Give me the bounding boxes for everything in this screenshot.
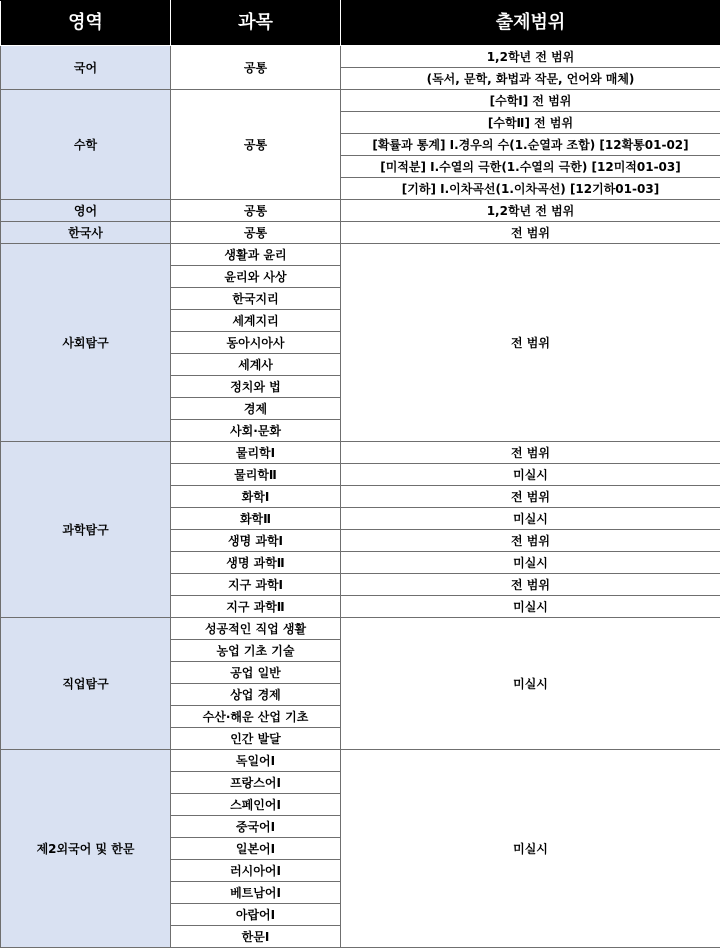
subject-cell: 성공적인 직업 생활 xyxy=(171,618,341,640)
scope-cell: 미실시 xyxy=(341,508,720,530)
subject-cell: 공통 xyxy=(171,90,341,200)
subject-cell: 화학Ⅱ xyxy=(171,508,341,530)
scope-cell: 미실시 xyxy=(341,596,720,618)
subject-cell: 생명 과학Ⅱ xyxy=(171,552,341,574)
subject-cell: 러시아어Ⅰ xyxy=(171,860,341,882)
subject-cell: 인간 발달 xyxy=(171,728,341,750)
subject-cell: 수산·해운 산업 기초 xyxy=(171,706,341,728)
area-cell: 한국사 xyxy=(1,222,171,244)
subject-cell: 물리학Ⅰ xyxy=(171,442,341,464)
subject-cell: 물리학Ⅱ xyxy=(171,464,341,486)
scope-cell: [수학Ⅱ] 전 범위 xyxy=(341,112,720,134)
subject-cell: 생활과 윤리 xyxy=(171,244,341,266)
header-area: 영역 xyxy=(1,1,171,46)
subject-cell: 한국지리 xyxy=(171,288,341,310)
header-scope: 출제범위 xyxy=(341,1,720,46)
scope-cell: 1,2학년 전 범위 xyxy=(341,46,720,68)
subject-cell: 농업 기초 기술 xyxy=(171,640,341,662)
subject-cell: 세계지리 xyxy=(171,310,341,332)
scope-cell: 전 범위 xyxy=(341,244,720,442)
scope-cell: [수학Ⅰ] 전 범위 xyxy=(341,90,720,112)
subject-cell: 동아시아사 xyxy=(171,332,341,354)
subject-cell: 한문Ⅰ xyxy=(171,926,341,948)
table-row xyxy=(1,750,720,772)
area-cell: 제2외국어 및 한문 xyxy=(1,750,171,948)
subject-cell: 공통 xyxy=(171,222,341,244)
scope-cell: (독서, 문학, 화법과 작문, 언어와 매체) xyxy=(341,68,720,90)
header-row xyxy=(1,1,720,46)
subject-cell: 지구 과학Ⅰ xyxy=(171,574,341,596)
area-cell: 사회탐구 xyxy=(1,244,171,442)
scope-cell: 미실시 xyxy=(341,552,720,574)
scope-cell: 전 범위 xyxy=(341,574,720,596)
subject-cell: 공통 xyxy=(171,46,341,90)
scope-cell: 미실시 xyxy=(341,618,720,750)
subject-cell: 정치와 법 xyxy=(171,376,341,398)
subject-cell: 화학Ⅰ xyxy=(171,486,341,508)
table-row xyxy=(1,200,720,222)
scope-cell: [기하] Ⅰ.이차곡선(1.이차곡선) [12기하01-03] xyxy=(341,178,720,200)
subject-cell: 스페인어Ⅰ xyxy=(171,794,341,816)
scope-cell: [미적분] Ⅰ.수열의 극한(1.수열의 극한) [12미적01-03] xyxy=(341,156,720,178)
scope-cell: 1,2학년 전 범위 xyxy=(341,200,720,222)
subject-cell: 아랍어Ⅰ xyxy=(171,904,341,926)
area-cell: 직업탐구 xyxy=(1,618,171,750)
table-row xyxy=(1,46,720,68)
subject-cell: 중국어Ⅰ xyxy=(171,816,341,838)
table-row xyxy=(1,618,720,640)
subject-cell: 경제 xyxy=(171,398,341,420)
scope-cell: 미실시 xyxy=(341,750,720,948)
subject-cell: 윤리와 사상 xyxy=(171,266,341,288)
area-cell: 영어 xyxy=(1,200,171,222)
subject-cell: 공업 일반 xyxy=(171,662,341,684)
area-cell: 과학탐구 xyxy=(1,442,171,618)
subject-cell: 세계사 xyxy=(171,354,341,376)
area-cell: 국어 xyxy=(1,46,171,90)
subject-cell: 상업 경제 xyxy=(171,684,341,706)
scope-cell: 미실시 xyxy=(341,464,720,486)
scope-cell: 전 범위 xyxy=(341,222,720,244)
scope-cell: 전 범위 xyxy=(341,486,720,508)
area-cell: 수학 xyxy=(1,90,171,200)
scope-cell: 전 범위 xyxy=(341,442,720,464)
subject-cell: 프랑스어Ⅰ xyxy=(171,772,341,794)
table-row xyxy=(1,222,720,244)
table-row xyxy=(1,244,720,266)
scope-cell: 전 범위 xyxy=(341,530,720,552)
scope-cell: [확률과 통계] Ⅰ.경우의 수(1.순열과 조합) [12확통01-02] xyxy=(341,134,720,156)
subject-cell: 사회·문화 xyxy=(171,420,341,442)
table-row xyxy=(1,442,720,464)
subject-cell: 지구 과학Ⅱ xyxy=(171,596,341,618)
subject-cell: 베트남어Ⅰ xyxy=(171,882,341,904)
subject-cell: 독일어Ⅰ xyxy=(171,750,341,772)
table-row xyxy=(1,90,720,112)
subject-cell: 생명 과학Ⅰ xyxy=(171,530,341,552)
subject-cell: 일본어Ⅰ xyxy=(171,838,341,860)
subject-cell: 공통 xyxy=(171,200,341,222)
header-subject: 과목 xyxy=(171,1,341,46)
